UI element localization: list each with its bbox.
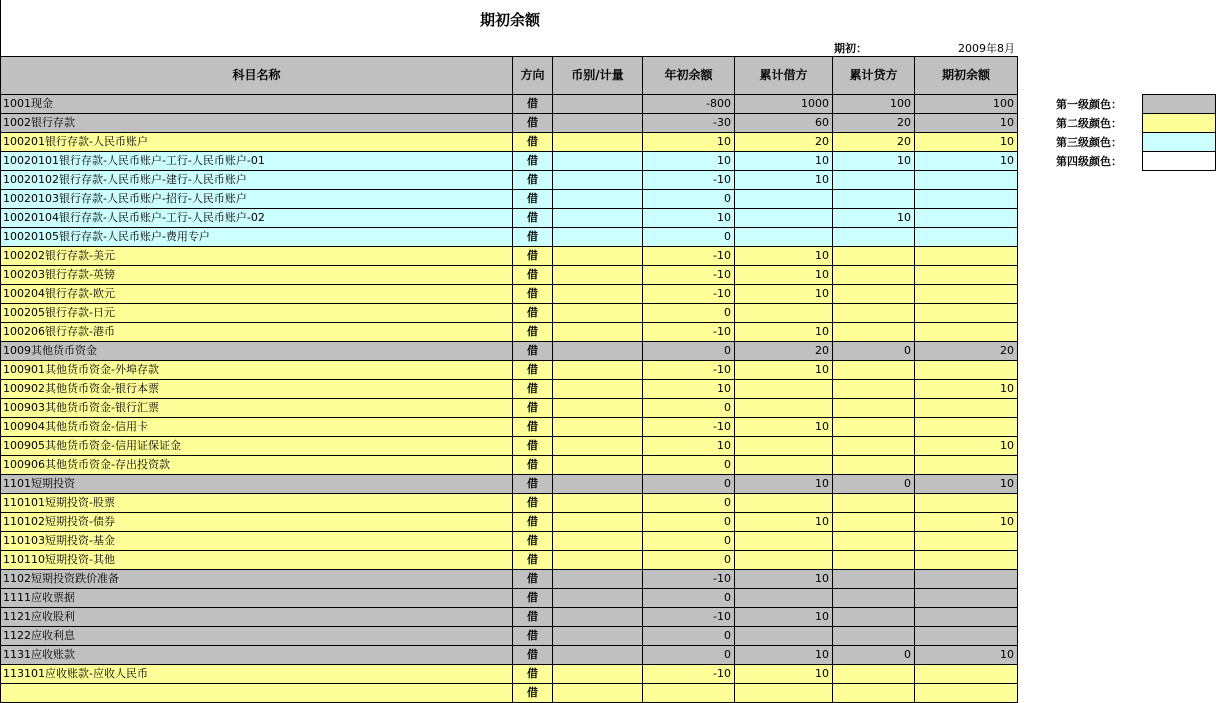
legend-swatch[interactable] (1142, 132, 1216, 151)
table-row (1, 228, 1018, 247)
legend-label: 第四级颜色： (1056, 155, 1122, 168)
year-opening-cell[interactable]: 0 (643, 589, 735, 608)
year-opening-cell[interactable]: 0 (643, 475, 735, 494)
account-name-cell[interactable]: 100202银行存款-美元 (1, 247, 513, 266)
accum-debit-cell[interactable] (735, 399, 833, 418)
year-opening-cell[interactable]: 0 (643, 304, 735, 323)
accum-credit-cell[interactable] (833, 266, 915, 285)
direction-cell[interactable]: 借 (513, 589, 553, 608)
direction-cell[interactable]: 借 (513, 228, 553, 247)
accum-debit-cell[interactable]: 10 (735, 570, 833, 589)
year-opening-cell[interactable]: -800 (643, 95, 735, 114)
opening-balance-cell[interactable] (915, 665, 1018, 684)
legend-swatch[interactable] (1142, 113, 1216, 132)
currency-cell[interactable] (553, 456, 643, 475)
table-row (1, 323, 1018, 342)
opening-balance-cell[interactable] (915, 304, 1018, 323)
direction-cell[interactable]: 借 (513, 494, 553, 513)
currency-cell[interactable] (553, 665, 643, 684)
table-row (1, 361, 1018, 380)
year-opening-cell[interactable]: 0 (643, 513, 735, 532)
direction-cell[interactable]: 借 (513, 114, 553, 133)
accum-credit-cell[interactable]: 0 (833, 475, 915, 494)
direction-cell[interactable]: 借 (513, 342, 553, 361)
accum-credit-cell[interactable] (833, 494, 915, 513)
account-name-cell[interactable]: 1111应收票据 (1, 589, 513, 608)
accum-debit-cell[interactable] (735, 494, 833, 513)
direction-cell[interactable]: 借 (513, 361, 553, 380)
opening-balance-cell[interactable] (915, 627, 1018, 646)
account-name-cell[interactable]: 1002银行存款 (1, 114, 513, 133)
direction-cell[interactable]: 借 (513, 266, 553, 285)
year-opening-cell[interactable]: -10 (643, 285, 735, 304)
year-opening-cell[interactable]: 0 (643, 551, 735, 570)
accum-debit-cell[interactable]: 10 (735, 475, 833, 494)
direction-cell[interactable]: 借 (513, 285, 553, 304)
accum-credit-cell[interactable] (833, 190, 915, 209)
currency-cell[interactable] (553, 532, 643, 551)
account-name-cell[interactable]: 100902其他货币资金-银行本票 (1, 380, 513, 399)
accum-debit-cell[interactable] (735, 684, 833, 703)
direction-cell[interactable]: 借 (513, 684, 553, 703)
table-row (1, 304, 1018, 323)
period-value[interactable]: 2009年8月 (958, 42, 1015, 55)
opening-balance-cell[interactable] (915, 266, 1018, 285)
accum-credit-cell[interactable]: 20 (833, 133, 915, 152)
opening-balance-cell[interactable] (915, 190, 1018, 209)
accum-debit-cell[interactable] (735, 380, 833, 399)
accum-credit-cell[interactable] (833, 304, 915, 323)
currency-cell[interactable] (553, 342, 643, 361)
year-opening-cell[interactable]: -10 (643, 266, 735, 285)
accum-credit-cell[interactable] (833, 665, 915, 684)
account-name-cell[interactable]: 10020102银行存款-人民币账户-建行-人民币账户 (1, 171, 513, 190)
currency-cell[interactable] (553, 285, 643, 304)
accum-debit-cell[interactable]: 10 (735, 266, 833, 285)
direction-cell[interactable]: 借 (513, 418, 553, 437)
accum-credit-cell[interactable] (833, 627, 915, 646)
currency-cell[interactable] (553, 399, 643, 418)
year-opening-cell[interactable]: 10 (643, 209, 735, 228)
direction-cell[interactable]: 借 (513, 152, 553, 171)
accum-credit-cell[interactable] (833, 570, 915, 589)
opening-balance-cell[interactable] (915, 418, 1018, 437)
opening-balance-cell[interactable]: 10 (915, 475, 1018, 494)
accum-debit-cell[interactable]: 10 (735, 608, 833, 627)
account-name-cell[interactable]: 110110短期投资-其他 (1, 551, 513, 570)
accum-debit-cell[interactable]: 20 (735, 133, 833, 152)
account-name-cell[interactable]: 110102短期投资-债券 (1, 513, 513, 532)
currency-cell[interactable] (553, 152, 643, 171)
account-name-cell[interactable]: 10020101银行存款-人民币账户-工行-人民币账户-01 (1, 152, 513, 171)
currency-cell[interactable] (553, 475, 643, 494)
account-name-cell[interactable]: 100203银行存款-英镑 (1, 266, 513, 285)
currency-cell[interactable] (553, 380, 643, 399)
table-row (1, 456, 1018, 475)
accum-debit-cell[interactable] (735, 209, 833, 228)
table-row (1, 494, 1018, 513)
direction-cell[interactable]: 借 (513, 171, 553, 190)
opening-balance-cell[interactable] (915, 532, 1018, 551)
legend-label: 第一级颜色： (1056, 98, 1122, 111)
direction-cell[interactable]: 借 (513, 95, 553, 114)
accum-credit-cell[interactable] (833, 589, 915, 608)
account-name-cell[interactable]: 110103短期投资-基金 (1, 532, 513, 551)
table-row (1, 532, 1018, 551)
account-name-cell[interactable] (1, 684, 513, 703)
year-opening-cell[interactable]: -10 (643, 171, 735, 190)
year-opening-cell[interactable]: 10 (643, 380, 735, 399)
col-header-accum-debit[interactable]: 累计借方 (735, 57, 833, 95)
table-row (1, 133, 1018, 152)
opening-balance-cell[interactable] (915, 285, 1018, 304)
opening-balance-cell[interactable] (915, 456, 1018, 475)
accum-credit-cell[interactable] (833, 551, 915, 570)
year-opening-cell[interactable]: 0 (643, 532, 735, 551)
account-name-cell[interactable]: 1131应收账款 (1, 646, 513, 665)
direction-cell[interactable]: 借 (513, 399, 553, 418)
direction-cell[interactable]: 借 (513, 532, 553, 551)
col-header-opening-balance[interactable]: 期初余额 (915, 57, 1018, 95)
account-name-cell[interactable]: 100205银行存款-日元 (1, 304, 513, 323)
currency-cell[interactable] (553, 133, 643, 152)
account-name-cell[interactable]: 1122应收利息 (1, 627, 513, 646)
accum-credit-cell[interactable] (833, 456, 915, 475)
accum-debit-cell[interactable] (735, 437, 833, 456)
table-row (1, 190, 1018, 209)
table-row (1, 646, 1018, 665)
table-row (1, 589, 1018, 608)
sheet-left-border (0, 0, 1, 56)
opening-balance-cell[interactable]: 10 (915, 133, 1018, 152)
accum-credit-cell[interactable] (833, 171, 915, 190)
accum-credit-cell[interactable]: 0 (833, 342, 915, 361)
accum-debit-cell[interactable]: 10 (735, 361, 833, 380)
account-name-cell[interactable]: 100905其他货币资金-信用证保证金 (1, 437, 513, 456)
accum-credit-cell[interactable]: 10 (833, 209, 915, 228)
accum-debit-cell[interactable]: 10 (735, 665, 833, 684)
year-opening-cell[interactable]: 0 (643, 494, 735, 513)
opening-balance-cell[interactable] (915, 228, 1018, 247)
direction-cell[interactable]: 借 (513, 646, 553, 665)
currency-cell[interactable] (553, 209, 643, 228)
year-opening-cell[interactable]: -10 (643, 418, 735, 437)
account-name-cell[interactable]: 100904其他货币资金-信用卡 (1, 418, 513, 437)
direction-cell[interactable]: 借 (513, 323, 553, 342)
direction-cell[interactable]: 借 (513, 627, 553, 646)
header-row (1, 57, 1018, 95)
opening-balance-cell[interactable]: 10 (915, 437, 1018, 456)
opening-balance-cell[interactable]: 10 (915, 152, 1018, 171)
account-name-cell[interactable]: 1102短期投资跌价准备 (1, 570, 513, 589)
accum-credit-cell[interactable] (833, 323, 915, 342)
table-row (1, 513, 1018, 532)
account-name-cell[interactable]: 100206银行存款-港币 (1, 323, 513, 342)
direction-cell[interactable]: 借 (513, 190, 553, 209)
currency-cell[interactable] (553, 646, 643, 665)
opening-balance-cell[interactable]: 20 (915, 342, 1018, 361)
currency-cell[interactable] (553, 171, 643, 190)
table-row (1, 551, 1018, 570)
year-opening-cell[interactable]: 10 (643, 152, 735, 171)
account-name-cell[interactable]: 100906其他货币资金-存出投资款 (1, 456, 513, 475)
accum-debit-cell[interactable]: 10 (735, 323, 833, 342)
opening-balance-cell[interactable] (915, 361, 1018, 380)
table-row (1, 399, 1018, 418)
legend-label: 第二级颜色： (1056, 117, 1122, 130)
direction-cell[interactable]: 借 (513, 570, 553, 589)
currency-cell[interactable] (553, 551, 643, 570)
account-name-cell[interactable]: 100901其他货币资金-外埠存款 (1, 361, 513, 380)
account-name-cell[interactable]: 1121应收股利 (1, 608, 513, 627)
accum-debit-cell[interactable] (735, 532, 833, 551)
direction-cell[interactable]: 借 (513, 209, 553, 228)
opening-balance-cell[interactable] (915, 247, 1018, 266)
year-opening-cell[interactable]: -10 (643, 323, 735, 342)
accum-credit-cell[interactable] (833, 228, 915, 247)
accum-debit-cell[interactable]: 10 (735, 513, 833, 532)
direction-cell[interactable]: 借 (513, 608, 553, 627)
accum-debit-cell[interactable]: 10 (735, 646, 833, 665)
currency-cell[interactable] (553, 95, 643, 114)
accum-debit-cell[interactable] (735, 627, 833, 646)
accum-debit-cell[interactable]: 10 (735, 171, 833, 190)
table-row (1, 627, 1018, 646)
currency-cell[interactable] (553, 361, 643, 380)
currency-cell[interactable] (553, 114, 643, 133)
col-header-year-opening[interactable]: 年初余额 (643, 57, 735, 95)
account-name-cell[interactable]: 100204银行存款-欧元 (1, 285, 513, 304)
account-name-cell[interactable]: 1001现金 (1, 95, 513, 114)
currency-cell[interactable] (553, 627, 643, 646)
table-row (1, 418, 1018, 437)
direction-cell[interactable]: 借 (513, 513, 553, 532)
year-opening-cell[interactable]: -10 (643, 608, 735, 627)
legend-swatch[interactable] (1142, 94, 1216, 113)
table-row (1, 209, 1018, 228)
direction-cell[interactable]: 借 (513, 133, 553, 152)
currency-cell[interactable] (553, 304, 643, 323)
accum-credit-cell[interactable] (833, 361, 915, 380)
col-header-accum-credit[interactable]: 累计贷方 (833, 57, 915, 95)
table-row (1, 475, 1018, 494)
currency-cell[interactable] (553, 266, 643, 285)
table-row (1, 684, 1018, 703)
opening-balance-cell[interactable] (915, 684, 1018, 703)
accum-debit-cell[interactable] (735, 304, 833, 323)
table-row (1, 342, 1018, 361)
year-opening-cell[interactable]: -10 (643, 570, 735, 589)
table-row (1, 266, 1018, 285)
accum-credit-cell[interactable] (833, 380, 915, 399)
accum-debit-cell[interactable]: 10 (735, 152, 833, 171)
accum-credit-cell[interactable] (833, 684, 915, 703)
year-opening-cell[interactable]: 0 (643, 456, 735, 475)
year-opening-cell[interactable] (643, 684, 735, 703)
accum-credit-cell[interactable] (833, 418, 915, 437)
sheet-title: 期初余额 (479, 11, 540, 29)
opening-balance-cell[interactable] (915, 608, 1018, 627)
legend-swatch[interactable] (1142, 151, 1216, 171)
accum-debit-cell[interactable] (735, 228, 833, 247)
account-name-cell[interactable]: 100201银行存款-人民币账户 (1, 133, 513, 152)
opening-balance-cell[interactable] (915, 570, 1018, 589)
opening-balance-cell[interactable]: 100 (915, 95, 1018, 114)
col-header-account-name[interactable]: 科目名称 (1, 57, 513, 95)
direction-cell[interactable]: 借 (513, 551, 553, 570)
opening-balance-cell[interactable] (915, 399, 1018, 418)
accum-credit-cell[interactable] (833, 247, 915, 266)
table-row (1, 570, 1018, 589)
col-header-direction[interactable]: 方向 (513, 57, 553, 95)
table-row (1, 114, 1018, 133)
account-name-cell[interactable]: 10020104银行存款-人民币账户-工行-人民币账户-02 (1, 209, 513, 228)
accum-debit-cell[interactable] (735, 456, 833, 475)
currency-cell[interactable] (553, 608, 643, 627)
year-opening-cell[interactable]: 0 (643, 228, 735, 247)
currency-cell[interactable] (553, 437, 643, 456)
year-opening-cell[interactable]: 0 (643, 646, 735, 665)
table-row (1, 171, 1018, 190)
year-opening-cell[interactable]: -10 (643, 665, 735, 684)
accum-credit-cell[interactable]: 0 (833, 646, 915, 665)
accum-debit-cell[interactable]: 1000 (735, 95, 833, 114)
currency-cell[interactable] (553, 684, 643, 703)
account-name-cell[interactable]: 1009其他货币资金 (1, 342, 513, 361)
currency-cell[interactable] (553, 418, 643, 437)
balance-table (0, 56, 1018, 703)
account-name-cell[interactable]: 1101短期投资 (1, 475, 513, 494)
accum-debit-cell[interactable]: 20 (735, 342, 833, 361)
table-row (1, 437, 1018, 456)
table-row (1, 608, 1018, 627)
direction-cell[interactable]: 借 (513, 456, 553, 475)
year-opening-cell[interactable]: 0 (643, 342, 735, 361)
table-row (1, 95, 1018, 114)
accum-debit-cell[interactable] (735, 589, 833, 608)
currency-cell[interactable] (553, 494, 643, 513)
accum-credit-cell[interactable] (833, 513, 915, 532)
col-header-currency[interactable]: 币别/计量 (553, 57, 643, 95)
table-row (1, 247, 1018, 266)
currency-cell[interactable] (553, 228, 643, 247)
account-name-cell[interactable]: 100903其他货币资金-银行汇票 (1, 399, 513, 418)
direction-cell[interactable]: 借 (513, 475, 553, 494)
account-name-cell[interactable]: 10020103银行存款-人民币账户-招行-人民币账户 (1, 190, 513, 209)
accum-debit-cell[interactable]: 10 (735, 247, 833, 266)
account-name-cell[interactable]: 110101短期投资-股票 (1, 494, 513, 513)
account-name-cell[interactable]: 113101应收账款-应收人民币 (1, 665, 513, 684)
direction-cell[interactable]: 借 (513, 380, 553, 399)
table-row (1, 665, 1018, 684)
year-opening-cell[interactable]: 0 (643, 627, 735, 646)
opening-balance-cell[interactable]: 10 (915, 380, 1018, 399)
accum-debit-cell[interactable] (735, 551, 833, 570)
opening-balance-cell[interactable] (915, 171, 1018, 190)
opening-balance-cell[interactable] (915, 551, 1018, 570)
opening-balance-cell[interactable] (915, 494, 1018, 513)
direction-cell[interactable]: 借 (513, 304, 553, 323)
table-row (1, 380, 1018, 399)
accum-credit-cell[interactable] (833, 399, 915, 418)
currency-cell[interactable] (553, 190, 643, 209)
opening-balance-cell[interactable] (915, 589, 1018, 608)
period-label: 期初： (834, 42, 867, 55)
accum-credit-cell[interactable] (833, 285, 915, 304)
accum-credit-cell[interactable]: 10 (833, 152, 915, 171)
accum-debit-cell[interactable]: 10 (735, 285, 833, 304)
direction-cell[interactable]: 借 (513, 665, 553, 684)
year-opening-cell[interactable]: -10 (643, 247, 735, 266)
year-opening-cell[interactable]: 10 (643, 437, 735, 456)
accum-credit-cell[interactable]: 100 (833, 95, 915, 114)
account-name-cell[interactable]: 10020105银行存款-人民币账户-费用专户 (1, 228, 513, 247)
year-opening-cell[interactable]: 0 (643, 399, 735, 418)
currency-cell[interactable] (553, 513, 643, 532)
currency-cell[interactable] (553, 323, 643, 342)
currency-cell[interactable] (553, 570, 643, 589)
year-opening-cell[interactable]: -10 (643, 361, 735, 380)
year-opening-cell[interactable]: 0 (643, 190, 735, 209)
accum-debit-cell[interactable]: 60 (735, 114, 833, 133)
opening-balance-cell[interactable] (915, 209, 1018, 228)
opening-balance-cell[interactable]: 10 (915, 114, 1018, 133)
accum-debit-cell[interactable]: 10 (735, 418, 833, 437)
opening-balance-cell[interactable] (915, 323, 1018, 342)
accum-credit-cell[interactable] (833, 437, 915, 456)
direction-cell[interactable]: 借 (513, 247, 553, 266)
year-opening-cell[interactable]: -30 (643, 114, 735, 133)
direction-cell[interactable]: 借 (513, 437, 553, 456)
opening-balance-cell[interactable]: 10 (915, 513, 1018, 532)
table-row (1, 152, 1018, 171)
currency-cell[interactable] (553, 247, 643, 266)
accum-credit-cell[interactable] (833, 608, 915, 627)
accum-debit-cell[interactable] (735, 190, 833, 209)
accum-credit-cell[interactable] (833, 532, 915, 551)
legend-label: 第三级颜色： (1056, 136, 1122, 149)
opening-balance-cell[interactable]: 10 (915, 646, 1018, 665)
accum-credit-cell[interactable]: 20 (833, 114, 915, 133)
table-row (1, 285, 1018, 304)
currency-cell[interactable] (553, 589, 643, 608)
year-opening-cell[interactable]: 10 (643, 133, 735, 152)
